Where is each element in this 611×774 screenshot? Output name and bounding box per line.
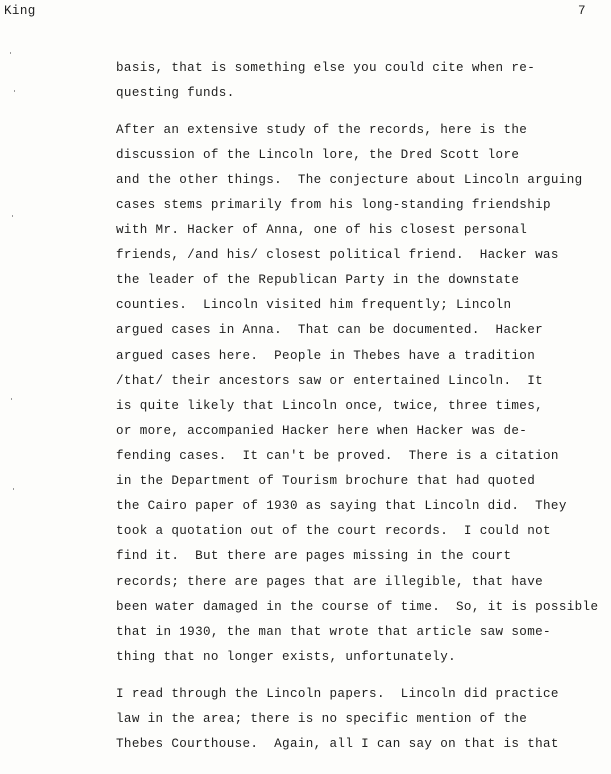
scan-speck <box>10 52 11 54</box>
page-number: 7 <box>578 4 586 18</box>
text-line: argued cases in Anna. That can be documented. Hacker <box>116 323 544 337</box>
text-line: cases stems primarily from his long-standing friendship <box>116 198 551 212</box>
text-line: records; there are pages that are illegible, that have <box>116 575 544 589</box>
text-line: discussion of the Lincoln lore, the Dred Scott lore <box>116 148 520 162</box>
text-line: been water damaged in the course of time. So, it is possible <box>116 600 599 614</box>
text-line: with Mr. Hacker of Anna, one of his closest personal <box>116 223 528 237</box>
text-line: the Cairo paper of 1930 as saying that Lincoln did. They <box>116 499 567 513</box>
scan-speck <box>12 215 13 217</box>
text-line: After an extensive study of the records, here is the <box>116 123 528 137</box>
text-line: /that/ their ancestors saw or entertained Lincoln. It <box>116 374 544 388</box>
text-line: law in the area; there is no specific mention of the <box>116 712 528 726</box>
text-line: in the Department of Tourism brochure that had quoted <box>116 474 536 488</box>
text-line: find it. But there are pages missing in the court <box>116 549 512 563</box>
text-line: questing funds. <box>116 86 235 100</box>
text-line: Thebes Courthouse. Again, all I can say on that is that <box>116 737 559 751</box>
text-line: thing that no longer exists, unfortunately. <box>116 650 457 664</box>
text-line: the leader of the Republican Party in the downstate <box>116 273 520 287</box>
scan-speck <box>13 488 14 490</box>
text-line: fending cases. It can't be proved. There is a citation <box>116 449 559 463</box>
text-line: and the other things. The conjecture about Lincoln arguing <box>116 173 583 187</box>
text-line: that in 1930, the man that wrote that article saw some- <box>116 625 551 639</box>
text-line: friends, /and his/ closest political friend. Hacker was <box>116 248 559 262</box>
text-line: counties. Lincoln visited him frequently; Lincoln <box>116 298 512 312</box>
scan-speck <box>11 398 12 400</box>
text-line: argued cases here. People in Thebes have a tradition <box>116 349 536 363</box>
text-line: is quite likely that Lincoln once, twice, three times, <box>116 399 544 413</box>
header-author-name: King <box>4 4 36 18</box>
text-line: I read through the Lincoln papers. Lincoln did practice <box>116 687 559 701</box>
text-line: or more, accompanied Hacker here when Hacker was de- <box>116 424 528 438</box>
text-line: took a quotation out of the court records. I could not <box>116 524 551 538</box>
text-line: basis, that is something else you could cite when re- <box>116 61 536 75</box>
scan-speck <box>14 90 15 92</box>
